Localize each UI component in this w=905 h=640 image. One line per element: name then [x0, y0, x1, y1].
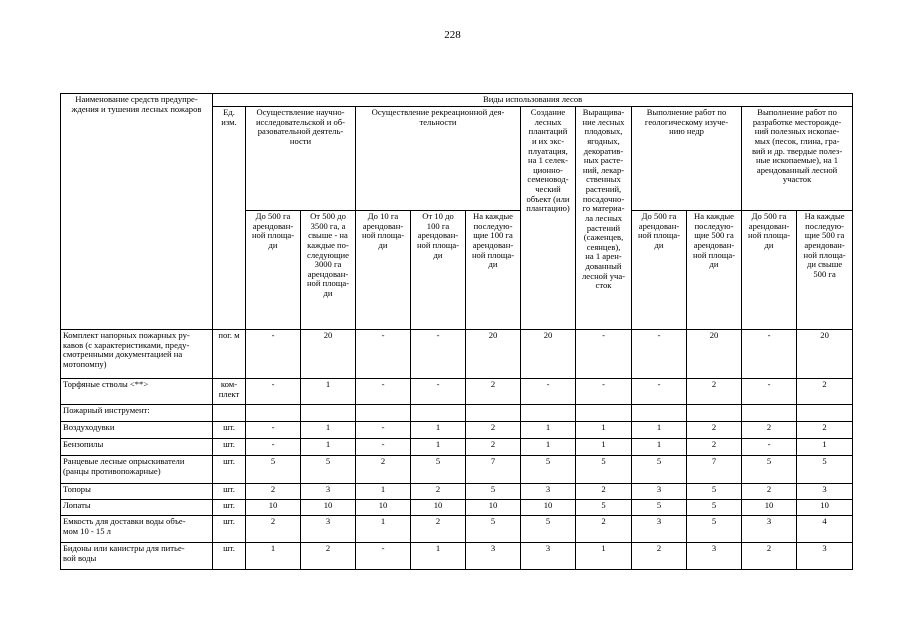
cell: 5 [246, 456, 301, 484]
cell [521, 405, 576, 422]
cell: 2 [742, 422, 797, 439]
cell [301, 405, 356, 422]
row-unit: шт. [213, 422, 246, 439]
cell: 1 [411, 422, 466, 439]
cell: - [742, 379, 797, 405]
row-name: Пожарный инструмент: [61, 405, 213, 422]
cell: 1 [356, 516, 411, 543]
row-unit: шт. [213, 439, 246, 456]
cell: 10 [301, 500, 356, 516]
row-name: Емкость для доставки воды объе- мом 10 - 15 л [61, 516, 213, 543]
cell: 5 [687, 516, 742, 543]
cell: 5 [411, 456, 466, 484]
table-row [61, 422, 853, 439]
cell: - [246, 439, 301, 456]
cell: 3 [301, 516, 356, 543]
cell [411, 405, 466, 422]
cell: 3 [742, 516, 797, 543]
header-usage-title: Виды использования лесов [213, 94, 853, 107]
cell [632, 405, 687, 422]
cell: 1 [301, 422, 356, 439]
cell [246, 405, 301, 422]
cell: - [576, 330, 632, 379]
cell: 2 [466, 379, 521, 405]
header-name-column: Наименование средств предупре- ждения и тушения лесных пожаров [61, 94, 213, 330]
cell: 10 [742, 500, 797, 516]
cell: 2 [742, 543, 797, 570]
cell: - [742, 330, 797, 379]
cell: 10 [797, 500, 853, 516]
header-group-geology: Выполнение работ по геологическому изуче- нию недр [632, 107, 742, 211]
cell: 1 [632, 439, 687, 456]
row-unit: пог. м [213, 330, 246, 379]
cell: 20 [687, 330, 742, 379]
table-row [61, 330, 853, 379]
table-row [61, 500, 853, 516]
row-name: Воздуходувки [61, 422, 213, 439]
header-group-growing: Выращива- ние лесных плодовых, ягодных, декоратив- ных расте- ний, лекар- ственных растений, посадочно- го материа- ла лесных растений (саженцев, сеянцев), на 1 арен- дованный лесной уча- сток [576, 107, 632, 330]
cell: 5 [576, 500, 632, 516]
header-group-plantations: Создание лесных плантаций и их экс- плуатация, на 1 селек- ционно- семеновод- ческий объект (или плантацию) [521, 107, 576, 330]
cell: 1 [246, 543, 301, 570]
subheader-recreation-a: До 10 га арендован- ной площа- ди [356, 211, 411, 330]
cell: 2 [411, 484, 466, 500]
table-row [61, 543, 853, 570]
row-name: Бензопилы [61, 439, 213, 456]
cell: 2 [576, 484, 632, 500]
cell: 2 [466, 422, 521, 439]
cell: 20 [466, 330, 521, 379]
cell: 2 [687, 422, 742, 439]
cell: 5 [687, 484, 742, 500]
cell: 1 [521, 439, 576, 456]
cell: - [246, 330, 301, 379]
page-number: 228 [444, 29, 461, 41]
subheader-geology-a: До 500 га арендован- ной площа- ди [632, 211, 687, 330]
cell [797, 405, 853, 422]
cell: - [521, 379, 576, 405]
cell: 3 [301, 484, 356, 500]
cell: 2 [687, 379, 742, 405]
row-name: Торфяные стволы <**> [61, 379, 213, 405]
subheader-science-a: До 500 га арендован- ной площа- ди [246, 211, 301, 330]
subheader-recreation-c: На каждые последую- щие 100 га арендован- ной площа- ди [466, 211, 521, 330]
table-row [61, 439, 853, 456]
cell: 2 [356, 456, 411, 484]
cell: 5 [742, 456, 797, 484]
cell: 2 [742, 484, 797, 500]
cell: - [411, 379, 466, 405]
header-group-science: Осуществление научно- исследовательской и об- разовательной деятель- ности [246, 107, 356, 211]
cell: - [632, 379, 687, 405]
row-unit: ком- плект [213, 379, 246, 405]
cell: 3 [632, 516, 687, 543]
cell: 10 [356, 500, 411, 516]
cell: - [356, 330, 411, 379]
cell: - [742, 439, 797, 456]
subheader-mining-a: До 500 га арендован- ной площа- ди [742, 211, 797, 330]
table-row [61, 405, 853, 422]
cell: 5 [632, 500, 687, 516]
row-unit: шт. [213, 500, 246, 516]
subheader-recreation-b: От 10 до 100 га арендован- ной площа- ди [411, 211, 466, 330]
cell: 5 [521, 456, 576, 484]
cell: 1 [521, 422, 576, 439]
row-unit [213, 405, 246, 422]
cell: 7 [466, 456, 521, 484]
row-name: Топоры [61, 484, 213, 500]
cell: 1 [576, 439, 632, 456]
subheader-mining-b: На каждые последую- щие 500 га арендован- ной площа- ди свыше 500 га [797, 211, 853, 330]
cell: 3 [797, 484, 853, 500]
header-unit-column: Ед. изм. [213, 107, 246, 330]
cell: 5 [797, 456, 853, 484]
cell: 2 [687, 439, 742, 456]
subheader-geology-b: На каждые последую- щие 500 га арендован- ной площа- ди [687, 211, 742, 330]
cell: 2 [576, 516, 632, 543]
cell: - [246, 422, 301, 439]
row-unit: шт. [213, 456, 246, 484]
row-unit: шт. [213, 543, 246, 570]
cell: 3 [521, 484, 576, 500]
header-group-mining: Выполнение работ по разработке месторожде- ний полезных ископае- мых (песок, глина, гра- вий и др. твердые полез- ные ископаемые), на 1 арендованный лесной участок [742, 107, 853, 211]
cell: - [632, 330, 687, 379]
subheader-science-b: От 500 до 3500 га, а свыше - на каждые по- следующие 3000 га арендован- ной площа- ди [301, 211, 356, 330]
cell [356, 405, 411, 422]
cell: 2 [246, 516, 301, 543]
cell: 10 [521, 500, 576, 516]
cell: 10 [466, 500, 521, 516]
cell: - [411, 330, 466, 379]
cell: 1 [301, 379, 356, 405]
cell: 7 [687, 456, 742, 484]
cell: 2 [466, 439, 521, 456]
cell: 1 [576, 543, 632, 570]
cell: 5 [521, 516, 576, 543]
cell: 1 [411, 439, 466, 456]
cell: 10 [411, 500, 466, 516]
header-group-recreation: Осуществление рекреационной дея- тельности [356, 107, 521, 211]
cell: 3 [521, 543, 576, 570]
cell: - [356, 439, 411, 456]
cell [576, 405, 632, 422]
row-name: Ранцевые лесные опрыскиватели (ранцы противопожарные) [61, 456, 213, 484]
row-name: Бидоны или канистры для питье- вой воды [61, 543, 213, 570]
cell [742, 405, 797, 422]
cell: 3 [632, 484, 687, 500]
cell: 1 [411, 543, 466, 570]
cell: - [246, 379, 301, 405]
cell: 2 [797, 379, 853, 405]
cell: 20 [301, 330, 356, 379]
cell: 1 [356, 484, 411, 500]
cell [687, 405, 742, 422]
row-unit: шт. [213, 484, 246, 500]
cell: 2 [797, 422, 853, 439]
row-name: Лопаты [61, 500, 213, 516]
cell: 2 [411, 516, 466, 543]
cell [466, 405, 521, 422]
cell: - [356, 422, 411, 439]
row-unit: шт. [213, 516, 246, 543]
table-row [61, 456, 853, 484]
cell: 1 [576, 422, 632, 439]
cell: 5 [632, 456, 687, 484]
row-name: Комплект напорных пожарных ру- кавов (с характеристиками, преду- смотренными документацией на мотопомпу) [61, 330, 213, 379]
table-row [61, 484, 853, 500]
cell: 3 [687, 543, 742, 570]
cell: 1 [797, 439, 853, 456]
cell: 2 [632, 543, 687, 570]
cell: - [576, 379, 632, 405]
cell: 5 [576, 456, 632, 484]
cell: - [356, 379, 411, 405]
cell: 5 [687, 500, 742, 516]
cell: 1 [301, 439, 356, 456]
cell: 10 [246, 500, 301, 516]
cell: - [356, 543, 411, 570]
cell: 20 [797, 330, 853, 379]
cell: 4 [797, 516, 853, 543]
cell: 5 [301, 456, 356, 484]
forest-fire-equipment-table [60, 93, 853, 570]
cell: 3 [797, 543, 853, 570]
cell: 2 [246, 484, 301, 500]
table-row [61, 379, 853, 405]
cell: 2 [301, 543, 356, 570]
cell: 5 [466, 484, 521, 500]
table-row [61, 516, 853, 543]
cell: 20 [521, 330, 576, 379]
cell: 1 [632, 422, 687, 439]
cell: 5 [466, 516, 521, 543]
cell: 3 [466, 543, 521, 570]
